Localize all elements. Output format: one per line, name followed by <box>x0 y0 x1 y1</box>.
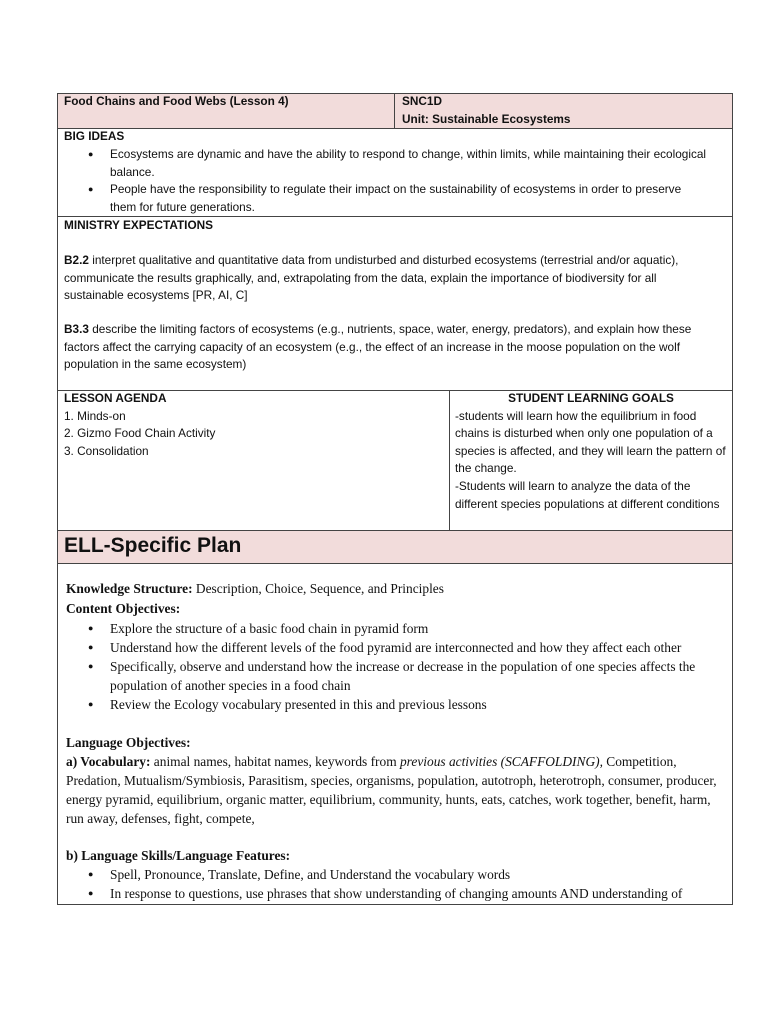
language-objectives-heading: Language Objectives: <box>66 735 191 750</box>
expectation-text: interpret qualitative and quantitative data from undisturbed and disturbed ecosystems (terrestrial and/or aquatic), communicate the results graphically, and, extrapolating from the data, explain the importance of biodiversity for all sustainable ecosystems [PR, AI, C] <box>64 253 679 303</box>
expectation-b33 <box>64 321 726 374</box>
ks-text: Description, Choice, Sequence, and Principles <box>192 581 444 596</box>
agenda-divider <box>449 390 450 531</box>
course-code <box>402 93 722 128</box>
content-objectives-heading: Content Objectives: <box>66 601 181 616</box>
ministry-heading: MINISTRY EXPECTATIONS <box>64 218 214 232</box>
content-objectives-list <box>110 619 722 714</box>
big-idea-item: ● Ecosystems are dynamic and have the ability to respond to change, within limits, while maintaining their ecological balance. <box>110 146 710 181</box>
goal-text: -students will learn how the equilibrium in food chains is disturbed when only one population of a species is affected, and they will learn the pattern of the change. <box>455 408 726 476</box>
big-idea-item: ● People have the responsibility to regulate their impact on the sustainability of ecosystems in order to preserve them for future generations. <box>110 181 710 216</box>
content-objective-item: ● Explore the structure of a basic food chain in pyramid form <box>110 619 722 638</box>
ks-label: Knowledge Structure: <box>66 581 193 596</box>
course-code-text: SNC1D <box>402 94 442 108</box>
big-ideas-heading: BIG IDEAS <box>64 129 125 143</box>
agenda-item: 1. Minds-on <box>64 408 126 423</box>
language-skills-heading: b) Language Skills/Language Features: <box>66 848 291 863</box>
unit-text: Unit: Sustainable Ecosystems <box>402 111 571 126</box>
language-skill-item: ● In response to questions, use phrases that show understanding of changing amounts AND understanding of <box>110 884 722 903</box>
header-divider <box>394 93 395 129</box>
vocab-text: animal names, habitat names, keywords from <box>150 754 400 769</box>
vocab-italic: previous activities (SCAFFOLDING), <box>399 754 603 769</box>
language-skills-list <box>110 865 722 903</box>
big-ideas-list <box>110 146 710 216</box>
expectation-text: describe the limiting factors of ecosystems (e.g., nutrients, space, water, energy, predators), and explain how these factors affect the carrying capacity of an ecosystem (e.g., the effect of an increase in the moose population on the wolf population in the same ecosystem) <box>64 322 692 372</box>
learning-goals <box>455 390 727 513</box>
knowledge-structure <box>66 579 726 598</box>
content-objective-item: ● Review the Ecology vocabulary presented in this and previous lessons <box>110 695 722 714</box>
agenda-item: 3. Consolidation <box>64 443 149 458</box>
expectation-code: B2.2 <box>64 253 89 267</box>
vocab-text: Competition, Predation, Mutualism/Symbiosis, Parasitism, species, organisms, population, autotroph, heterotroph, consumer, producer, energy pyramid, equilibrium, organic matter, equilibrium, community, hunts, eats, catches, work together, benefit, harm, run away, defenses, fight, compete, <box>66 754 717 826</box>
lesson-agenda <box>64 390 444 460</box>
agenda-heading: LESSON AGENDA <box>64 391 167 405</box>
ell-title: ELL-Specific Plan <box>64 534 242 557</box>
goal-text: -Students will learn to analyze the data of the different species populations at different conditions <box>455 478 720 511</box>
goals-heading: STUDENT LEARNING GOALS <box>508 391 674 405</box>
expectation-b22 <box>64 252 719 305</box>
agenda-item: 2. Gizmo Food Chain Activity <box>64 426 216 441</box>
content-objective-item: ● Understand how the different levels of the food pyramid are interconnected and how they affect each other <box>110 638 722 657</box>
lesson-title: Food Chains and Food Webs (Lesson 4) <box>64 94 289 108</box>
content-objective-item: ● Specifically, observe and understand how the increase or decrease in the population of one species affects the population of another species in a food chain <box>110 657 722 695</box>
vocabulary-paragraph <box>66 752 722 828</box>
vocab-label: a) Vocabulary: <box>66 754 151 769</box>
expectation-code: B3.3 <box>64 322 89 336</box>
language-skill-item: ● Spell, Pronounce, Translate, Define, and Understand the vocabulary words <box>110 865 722 884</box>
